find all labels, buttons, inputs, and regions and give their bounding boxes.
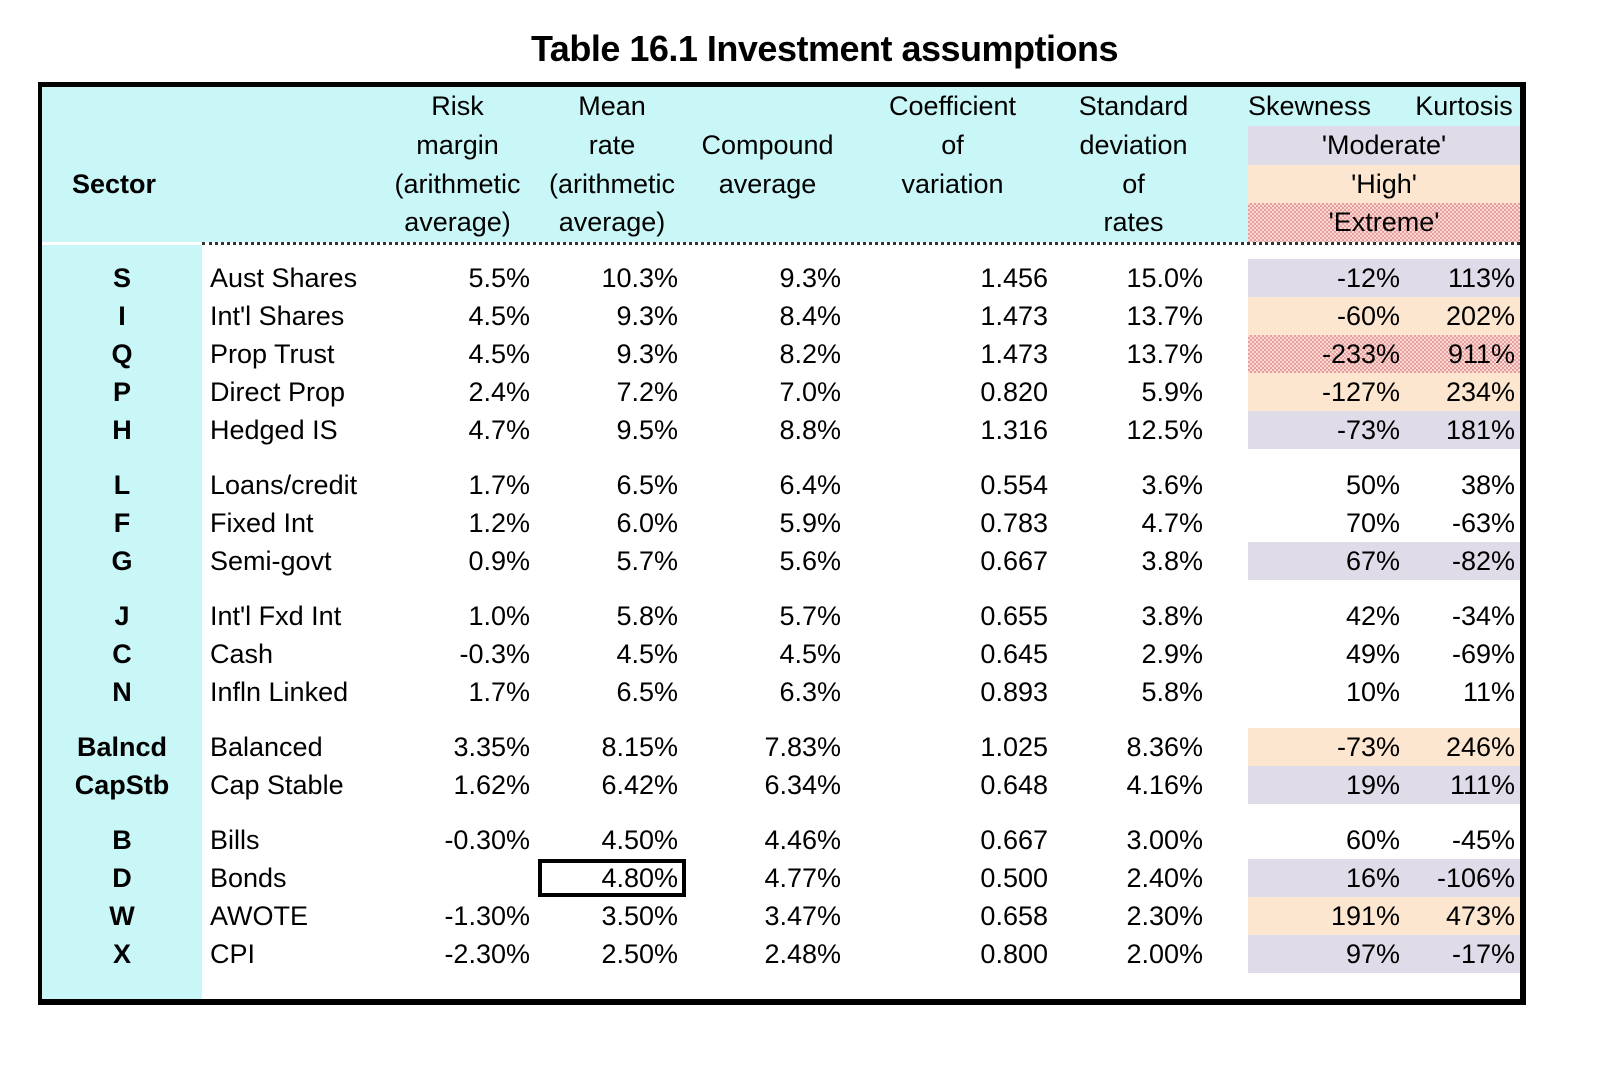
coefficient-of-variation-cell: 1.456: [980, 263, 1048, 293]
table-row: [42, 259, 1520, 297]
compound-average-cell: 7.83%: [764, 732, 841, 762]
spacer-cell: [1211, 766, 1248, 804]
compound-average-cell: 8.2%: [779, 339, 841, 369]
kurtosis-cell: 11%: [1462, 677, 1515, 707]
standard-deviation-cell: 5.9%: [1141, 377, 1203, 407]
skewness-cell: -12%: [1248, 259, 1408, 297]
sector-name-cell: Hedged IS: [210, 415, 338, 445]
sector-name-cell: Semi-govt: [210, 546, 332, 576]
sector-name-cell: Int'l Shares: [210, 301, 345, 331]
skewness-cell: 10%: [1345, 677, 1400, 707]
sector-name-cell: Aust Shares: [210, 263, 358, 293]
mean-rate-cell: 5.8%: [616, 601, 678, 631]
coefficient-of-variation-cell: 0.783: [980, 508, 1048, 538]
kurtosis-cell: -69%: [1451, 639, 1515, 669]
risk-margin-cell: 3.35%: [453, 732, 530, 762]
table-row: [42, 935, 1520, 973]
coefficient-of-variation-cell: 1.473: [980, 301, 1048, 331]
sector-code-cell: Q: [111, 339, 133, 369]
standard-deviation-cell: 8.36%: [1126, 732, 1203, 762]
mean-rate-cell: 4.50%: [601, 825, 678, 855]
spacer-cell: [1211, 259, 1248, 297]
compound-average-cell: 7.0%: [779, 377, 841, 407]
sector-name-cell: Cap Stable: [210, 770, 344, 800]
table-row: [42, 821, 1520, 859]
mean-rate-cell: 6.5%: [616, 677, 678, 707]
table-row: [42, 373, 1520, 411]
coefficient-of-variation-cell: 1.473: [980, 339, 1048, 369]
risk-margin-cell: -1.30%: [444, 901, 530, 931]
kurtosis-cell: -34%: [1451, 601, 1515, 631]
sector-code-cell: H: [112, 415, 132, 445]
sector-name-cell: AWOTE: [210, 901, 308, 931]
sector-code-cell: I: [118, 301, 126, 331]
skewness-cell: 42%: [1345, 601, 1400, 631]
mean-rate-cell: 9.5%: [616, 415, 678, 445]
standard-deviation-cell: 3.6%: [1141, 470, 1203, 500]
skewness-cell: 97%: [1248, 935, 1408, 973]
compound-average-cell: 3.47%: [764, 901, 841, 931]
table-row: [42, 466, 1520, 504]
kurtosis-cell: 246%: [1408, 728, 1520, 766]
header-skewness: Skewness: [1247, 91, 1372, 121]
table-row: [42, 542, 1520, 580]
risk-margin-cell: 1.7%: [468, 470, 530, 500]
spacer-cell: [1211, 635, 1248, 673]
sector-name-cell: Infln Linked: [210, 677, 349, 707]
table-row: [42, 635, 1520, 673]
standard-deviation-cell: 4.7%: [1141, 508, 1203, 538]
coefficient-of-variation-cell: 0.667: [980, 825, 1048, 855]
coefficient-of-variation-cell: 0.658: [980, 901, 1048, 931]
standard-deviation-cell: 3.8%: [1141, 546, 1203, 576]
skewness-cell: 70%: [1345, 508, 1400, 538]
risk-margin-cell: 1.7%: [468, 677, 530, 707]
header-risk-margin: Risk margin (arithmetic average): [394, 91, 521, 238]
spacer-cell: [1211, 411, 1248, 449]
risk-margin-cell: 1.62%: [453, 770, 530, 800]
sector-code-cell: F: [113, 508, 131, 538]
skewness-cell: -60%: [1248, 297, 1408, 335]
spacer-cell: [1211, 373, 1248, 411]
group-gap: [42, 711, 1520, 728]
sector-name-cell: Fixed Int: [210, 508, 314, 538]
compound-average-cell: 8.8%: [779, 415, 841, 445]
risk-margin-cell: 1.2%: [468, 508, 530, 538]
sector-name-cell: CPI: [210, 939, 256, 969]
kurtosis-cell: 38%: [1460, 470, 1515, 500]
kurtosis-cell: 181%: [1408, 411, 1520, 449]
risk-margin-cell: -2.30%: [444, 939, 530, 969]
standard-deviation-cell: 4.16%: [1126, 770, 1203, 800]
mean-rate-cell: 10.3%: [601, 263, 678, 293]
mean-rate-cell: 9.3%: [616, 301, 678, 331]
compound-average-cell: 6.34%: [764, 770, 841, 800]
spacer-cell: [1211, 504, 1248, 542]
spacer-cell: [1211, 897, 1248, 935]
table-row: [42, 897, 1520, 935]
skewness-cell: 16%: [1248, 859, 1408, 897]
sector-code-cell: CapStb: [74, 770, 170, 800]
header-mean-rate: Mean rate (arithmetic average): [548, 91, 676, 238]
standard-deviation-cell: 3.00%: [1126, 825, 1203, 855]
mean-rate-cell: 6.0%: [616, 508, 678, 538]
coefficient-of-variation-cell: 0.820: [980, 377, 1048, 407]
coefficient-of-variation-cell: 0.554: [980, 470, 1048, 500]
coefficient-of-variation-cell: 0.645: [980, 639, 1048, 669]
coefficient-of-variation-cell: 1.316: [980, 415, 1048, 445]
standard-deviation-cell: 2.30%: [1126, 901, 1203, 931]
spacer-cell: [1211, 728, 1248, 766]
kurtosis-cell: 911%: [1408, 335, 1520, 373]
mean-rate-cell: 4.80%: [538, 859, 686, 897]
kurtosis-cell: -106%: [1408, 859, 1520, 897]
sector-name-cell: Prop Trust: [210, 339, 335, 369]
mean-rate-cell: 7.2%: [616, 377, 678, 407]
risk-margin-cell: [377, 859, 538, 897]
sector-code-cell: X: [112, 939, 131, 969]
sector-code-cell: P: [112, 377, 131, 407]
risk-margin-cell: -0.3%: [459, 639, 530, 669]
sector-code-cell: D: [112, 863, 132, 893]
kurtosis-cell: 202%: [1408, 297, 1520, 335]
risk-margin-cell: 4.5%: [468, 301, 530, 331]
header-kurtosis: Kurtosis: [1415, 91, 1513, 121]
compound-average-cell: 8.4%: [779, 301, 841, 331]
table-row: [42, 766, 1520, 804]
skewness-cell: 49%: [1345, 639, 1400, 669]
group-gap: [42, 580, 1520, 597]
legend-moderate: 'Moderate': [1248, 126, 1520, 165]
spacer-cell: [1211, 335, 1248, 373]
risk-margin-cell: 2.4%: [468, 377, 530, 407]
coefficient-of-variation-cell: 0.655: [980, 601, 1048, 631]
compound-average-cell: 2.48%: [764, 939, 841, 969]
risk-margin-cell: 1.0%: [468, 601, 530, 631]
standard-deviation-cell: 12.5%: [1126, 415, 1203, 445]
table-row: [42, 335, 1520, 373]
sector-code-cell: Balncd: [76, 732, 168, 762]
spacer-cell: [1211, 466, 1248, 504]
compound-average-cell: 4.46%: [764, 825, 841, 855]
compound-average-cell: 4.77%: [764, 863, 841, 893]
table-row: [42, 859, 1520, 897]
standard-deviation-cell: 13.7%: [1126, 339, 1203, 369]
standard-deviation-cell: 2.00%: [1126, 939, 1203, 969]
sector-code-cell: W: [109, 901, 135, 931]
compound-average-cell: 5.7%: [779, 601, 841, 631]
coefficient-of-variation-cell: 0.893: [980, 677, 1048, 707]
kurtosis-cell: 113%: [1408, 259, 1520, 297]
risk-margin-cell: 4.7%: [468, 415, 530, 445]
mean-rate-cell: 4.5%: [616, 639, 678, 669]
risk-margin-cell: -0.30%: [444, 825, 530, 855]
sector-code-cell: S: [112, 263, 131, 293]
kurtosis-cell: -45%: [1451, 825, 1515, 855]
skewness-cell: 67%: [1248, 542, 1408, 580]
mean-rate-cell: 3.50%: [601, 901, 678, 931]
sector-name-cell: Bonds: [210, 863, 287, 893]
kurtosis-cell: -82%: [1408, 542, 1520, 580]
table-row: [42, 597, 1520, 635]
mean-rate-cell: 6.42%: [601, 770, 678, 800]
standard-deviation-cell: 3.8%: [1141, 601, 1203, 631]
sector-name-cell: Bills: [210, 825, 260, 855]
standard-deviation-cell: 15.0%: [1126, 263, 1203, 293]
compound-average-cell: 9.3%: [779, 263, 841, 293]
compound-average-cell: 5.9%: [779, 508, 841, 538]
compound-average-cell: 5.6%: [779, 546, 841, 576]
mean-rate-cell: 2.50%: [601, 939, 678, 969]
kurtosis-cell: -63%: [1451, 508, 1515, 538]
sector-name-cell: Direct Prop: [210, 377, 346, 407]
spacer-cell: [1211, 859, 1248, 897]
sector-code-cell: C: [112, 639, 132, 669]
coefficient-of-variation-cell: 0.667: [980, 546, 1048, 576]
sector-code-cell: L: [113, 470, 131, 500]
table-title: Table 16.1 Investment assumptions: [530, 28, 1119, 69]
sector-code-cell: G: [111, 546, 133, 576]
sector-name-cell: Balanced: [210, 732, 323, 762]
legend-high: 'High': [1248, 165, 1520, 204]
table-row: [42, 411, 1520, 449]
mean-rate-cell: 8.15%: [601, 732, 678, 762]
table-row: [42, 673, 1520, 711]
skewness-cell: 19%: [1248, 766, 1408, 804]
table-header: [42, 87, 1520, 242]
spacer-cell: [1211, 542, 1248, 580]
skewness-cell: -73%: [1248, 728, 1408, 766]
header-compound-average: Compound average: [701, 129, 834, 199]
compound-average-cell: 4.5%: [779, 639, 841, 669]
coefficient-of-variation-cell: 0.648: [980, 770, 1048, 800]
header-sector: Sector: [72, 168, 157, 199]
mean-rate-cell: 9.3%: [616, 339, 678, 369]
coefficient-of-variation-cell: 0.500: [980, 863, 1048, 893]
table-body: [42, 245, 1520, 999]
sector-code-cell: N: [112, 677, 132, 707]
investment-assumptions-table: [38, 82, 1526, 1005]
standard-deviation-cell: 2.40%: [1126, 863, 1203, 893]
coefficient-of-variation-cell: 0.800: [980, 939, 1048, 969]
skewness-cell: -233%: [1248, 335, 1408, 373]
spacer-cell: [1211, 673, 1248, 711]
group-gap: [42, 804, 1520, 821]
spacer-cell: [1211, 597, 1248, 635]
sector-name-cell: Int'l Fxd Int: [210, 601, 342, 631]
mean-rate-cell: 5.7%: [616, 546, 678, 576]
spacer-cell: [1211, 821, 1248, 859]
standard-deviation-cell: 5.8%: [1141, 677, 1203, 707]
sector-name-cell: Cash: [210, 639, 274, 669]
standard-deviation-cell: 2.9%: [1141, 639, 1203, 669]
kurtosis-cell: 111%: [1408, 766, 1520, 804]
skewness-cell: 60%: [1345, 825, 1400, 855]
skewness-cell: -127%: [1248, 373, 1408, 411]
standard-deviation-cell: 13.7%: [1126, 301, 1203, 331]
header-standard-deviation: Standard deviation of rates: [1078, 91, 1189, 238]
table-row: [42, 297, 1520, 335]
legend-extreme: 'Extreme': [1248, 203, 1520, 242]
risk-margin-cell: 0.9%: [468, 546, 530, 576]
sector-code-cell: B: [112, 825, 132, 855]
kurtosis-cell: -17%: [1408, 935, 1520, 973]
skewness-cell: 191%: [1248, 897, 1408, 935]
table-row: [42, 504, 1520, 542]
skewness-cell: -73%: [1248, 411, 1408, 449]
kurtosis-cell: 234%: [1408, 373, 1520, 411]
group-gap: [42, 449, 1520, 466]
compound-average-cell: 6.3%: [779, 677, 841, 707]
coefficient-of-variation-cell: 1.025: [980, 732, 1048, 762]
skewness-cell: 50%: [1345, 470, 1400, 500]
risk-margin-cell: 4.5%: [468, 339, 530, 369]
kurtosis-cell: 473%: [1408, 897, 1520, 935]
compound-average-cell: 6.4%: [779, 470, 841, 500]
header-coefficient-of-variation: Coefficient of variation: [888, 91, 1017, 199]
spacer-cell: [1211, 297, 1248, 335]
sector-code-cell: J: [114, 601, 130, 631]
risk-margin-cell: 5.5%: [468, 263, 530, 293]
table-row: [42, 728, 1520, 766]
spacer-cell: [1211, 935, 1248, 973]
mean-rate-cell: 6.5%: [616, 470, 678, 500]
sector-name-cell: Loans/credit: [210, 470, 358, 500]
